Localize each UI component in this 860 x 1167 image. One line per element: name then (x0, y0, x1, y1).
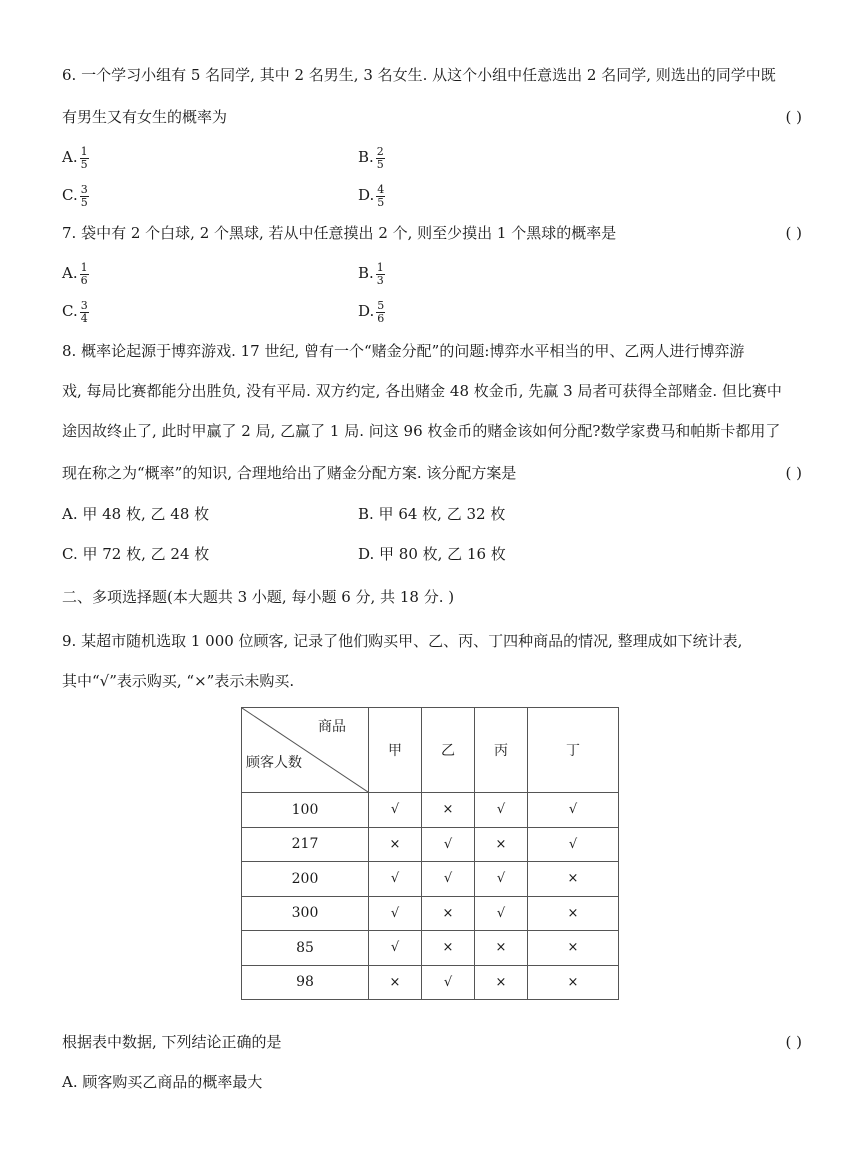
purchase-table (241, 707, 619, 1000)
q9-text-line-2: 其中“√”表示购买, “×”表示未购买. (62, 672, 295, 690)
q6-text-line-2 (62, 106, 802, 128)
mark-cell: √ (422, 827, 475, 862)
q7-text: 7. 袋中有 2 个白球, 2 个黑球, 若从中任意摸出 2 个, 则至少摸出 1 个黑球的概率是 (62, 224, 617, 242)
mark-cell: × (369, 827, 422, 862)
table-row (242, 965, 619, 1000)
mark-cell: × (475, 965, 528, 1000)
mark-cell: × (475, 827, 528, 862)
q8-option-d[interactable]: D. 甲 80 枚, 乙 16 枚 (358, 545, 506, 563)
mark-cell: √ (422, 965, 475, 1000)
q8-option-b[interactable]: B. 甲 64 枚, 乙 32 枚 (358, 505, 506, 523)
fraction: $\frac{3}{5}$ (80, 182, 88, 209)
corner-label-goods: 商品 (318, 719, 346, 735)
column-header: 丙 (475, 708, 528, 793)
table-row (242, 793, 619, 828)
q7-option-b[interactable]: B. $\frac{1}{3}$ (358, 260, 384, 287)
mark-cell: √ (369, 793, 422, 828)
mark-cell: √ (475, 793, 528, 828)
q6-option-b[interactable]: B. $\frac{2}{5}$ (358, 144, 384, 171)
q8-text: 现在称之为“概率”的知识, 合理地给出了赌金分配方案. 该分配方案是 (62, 464, 517, 482)
mark-cell: × (528, 862, 619, 897)
mark-cell: × (528, 931, 619, 966)
q6-option-a[interactable]: A. $\frac{1}{5}$ (62, 144, 88, 171)
table-row (242, 862, 619, 897)
mark-cell: √ (475, 896, 528, 931)
fraction: $\frac{4}{5}$ (377, 182, 385, 209)
q7-option-a[interactable]: A. $\frac{1}{6}$ (62, 260, 88, 287)
q6-text: 有男生又有女生的概率为 (62, 108, 228, 126)
fraction: $\frac{5}{6}$ (377, 298, 385, 325)
q8-text-line-4 (62, 462, 802, 484)
mark-cell: √ (422, 862, 475, 897)
fraction: $\frac{3}{4}$ (80, 298, 88, 325)
table-corner-cell (242, 708, 369, 793)
count-cell: 85 (242, 931, 369, 966)
q9-text-line-1: 9. 某超市随机选取 1 000 位顾客, 记录了他们购买甲、乙、丙、丁四种商品的情况, 整理成如下统计表, (62, 632, 743, 650)
q8-text-line-2: 戏, 每局比赛都能分出胜负, 没有平局. 双方约定, 各出赌金 48 枚金币, 先赢 3 局者可获得全部赌金. 但比赛中 (62, 382, 782, 400)
q8-option-a[interactable]: A. 甲 48 枚, 乙 48 枚 (62, 505, 210, 523)
q7-option-d[interactable]: D. $\frac{5}{6}$ (358, 298, 385, 325)
fraction: $\frac{2}{5}$ (376, 144, 384, 171)
mark-cell: √ (528, 827, 619, 862)
q9-answer-paren: ( ) (785, 1033, 802, 1051)
q6-option-c[interactable]: C. $\frac{3}{5}$ (62, 182, 88, 209)
column-header: 乙 (422, 708, 475, 793)
column-header: 丁 (528, 708, 619, 793)
mark-cell: √ (475, 862, 528, 897)
mark-cell: × (369, 965, 422, 1000)
diagonal-line (242, 708, 368, 792)
table-header-row (242, 708, 619, 793)
q7-answer-paren: ( ) (785, 224, 802, 242)
table-row (242, 896, 619, 931)
fraction: $\frac{1}{5}$ (80, 144, 88, 171)
q8-option-c[interactable]: C. 甲 72 枚, 乙 24 枚 (62, 545, 210, 563)
table-row (242, 827, 619, 862)
mark-cell: √ (369, 931, 422, 966)
fraction: $\frac{1}{6}$ (80, 260, 88, 287)
q6-text-line-1: 6. 一个学习小组有 5 名同学, 其中 2 名男生, 3 名女生. 从这个小组中任意选出 2 名同学, 则选出的同学中既 (62, 66, 776, 84)
q9-option-a[interactable]: A. 顾客购买乙商品的概率最大 (62, 1073, 263, 1091)
q6-option-d[interactable]: D. $\frac{4}{5}$ (358, 182, 385, 209)
count-cell: 100 (242, 793, 369, 828)
mark-cell: × (475, 931, 528, 966)
mark-cell: √ (369, 896, 422, 931)
section-heading: 二、多项选择题(本大题共 3 小题, 每小题 6 分, 共 18 分. ) (62, 588, 455, 606)
q8-text-line-1: 8. 概率论起源于博弈游戏. 17 世纪, 曾有一个“赌金分配”的问题:博弈水平相当的甲、乙两人进行博弈游 (62, 342, 745, 360)
fraction: $\frac{1}{3}$ (376, 260, 384, 287)
q7-option-c[interactable]: C. $\frac{3}{4}$ (62, 298, 88, 325)
count-cell: 300 (242, 896, 369, 931)
q9-question-line (62, 1031, 802, 1053)
q7-text-line-1 (62, 222, 802, 244)
count-cell: 200 (242, 862, 369, 897)
q6-answer-paren: ( ) (785, 108, 802, 126)
q8-text-line-3: 途因故终止了, 此时甲赢了 2 局, 乙赢了 1 局. 问这 96 枚金币的赌金该如何分配?数学家费马和帕斯卡都用了 (62, 422, 781, 440)
mark-cell: × (528, 896, 619, 931)
table-row (242, 931, 619, 966)
mark-cell: × (422, 896, 475, 931)
mark-cell: × (422, 931, 475, 966)
mark-cell: √ (528, 793, 619, 828)
mark-cell: × (422, 793, 475, 828)
mark-cell: √ (369, 862, 422, 897)
corner-label-customers: 顾客人数 (246, 755, 302, 771)
count-cell: 217 (242, 827, 369, 862)
q8-answer-paren: ( ) (785, 464, 802, 482)
mark-cell: × (528, 965, 619, 1000)
column-header: 甲 (369, 708, 422, 793)
count-cell: 98 (242, 965, 369, 1000)
q9-question-text: 根据表中数据, 下列结论正确的是 (62, 1033, 282, 1051)
